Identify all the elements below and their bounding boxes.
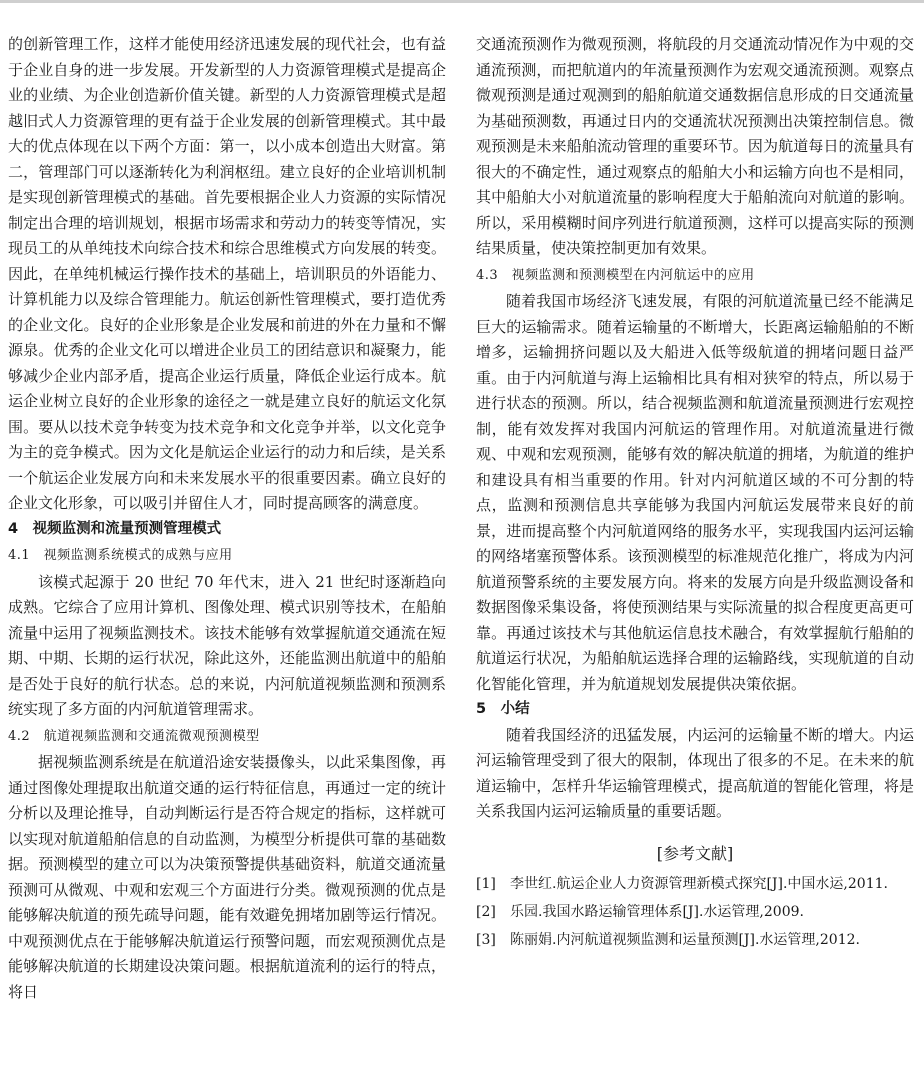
subsection-4-3-heading: 4.3 视频监测和预测模型在内河航运中的应用 (476, 267, 755, 283)
body-paragraph: 据视频监测系统是在航道沿途安装摄像头，以此采集图像，再通过图像处理提取出航道交通的运行特征信息，再通过一定的统计分析以及理论推导，自动判断运行是否符合规定的指标，这样就可以实现对航道船舶信息的自动监测，为模型分析提供可靠的基础数据。预测模型的建立可以为决策预警提供基础资料，航道交通流量预测可从微观、中观和宏观三个方面进行分类。微观预测的优点是能够解决航道的预先疏导问题，能有效避免拥堵加剧等运行情况。中观预测优点在于能够解决航道运行预警问题，而宏观预测优点是能够解决航道的长期建设决策问题。根据航道流利的运行的特点，将日 (8, 753, 446, 1001)
right-column (476, 32, 914, 956)
reference-item (476, 900, 914, 924)
reference-item (476, 928, 914, 952)
body-paragraph: 该模式起源于 20 世纪 70 年代末，进入 21 世纪时逐渐趋向成熟。它综合了应用计算机、图像处理、模式识别等技术，在船舶流量中运用了视频监测技术。该技术能够有效掌握航道交通流在短期、中期、长期的运行状况，除此这外，还能监测出航道中的船舶是否处于良好的航行状态。总的来说，内河航道视频监测和预测系统实现了多方面的内河航道管理需求。 (8, 572, 446, 718)
subsection-4-1-heading: 4.1 视频监测系统模式的成熟与应用 (8, 548, 233, 563)
body-paragraph: 交通流预测作为微观预测，将航段的月交通流动情况作为中观的交通流预测，而把航道内的年流量预测作为宏观交通流预测。观察点微观预测是通过观测到的船舶航道交通数据信息形成的日交通流量为基础预测数，再通过日内的交通流状况预测出决策控制信息。微观预测是未来船舶流动管理的重要环节。因为航道每日的流量具有很大的不确定性，通过观察点的船舶大小和运输方向也不是相同，其中船舶大小对航道流量的影响程度大于船舶流向对航道的影响。所以，采用模糊时间序列进行航道预测，这样可以提高实际的预测结果质量，使决策控制更加有效果。 (476, 35, 914, 257)
reference-text: 李世红.航运企业人力资源管理新模式探究[J].中国水运,2011. (510, 876, 888, 892)
reference-text: 乐园.我国水路运输管理体系[J].水运管理,2009. (510, 904, 804, 920)
reference-number: [1] (476, 876, 496, 892)
reference-number: [2] (476, 904, 496, 920)
section-5-heading: 5 小结 (476, 701, 530, 717)
references-heading: [参考文献] (656, 843, 734, 863)
reference-item (476, 872, 914, 896)
body-paragraph: 随着我国市场经济飞速发展，有限的河航道流量已经不能满足巨大的运输需求。随着运输量的不断增大，长距离运输船舶的不断增多，运输拥挤问题以及大船进入低等级航道的拥堵问题日益严重。由于内河航道与海上运输相比具有相对狭窄的特点，所以易于进行状态的预测。所以，结合视频监测和航道流量预测进行宏观控制，能有效发挥对我国内河航运的管理作用。对航道流量进行微观、中观和宏观预测，能够有效的解决航道的拥堵，为航道的维护和建设具有相当重要的作用。针对内河航道区域的不可分割的特点，监测和预测信息共享能够为我国内河航运发展带来良好的前景，进而提高整个内河航道网络的服务水平，实现我国内运河运输的网络堵塞预警体系。该预测模型的标准规范化推广，将成为内河航道预警系统的主要发展方向。将来的发展方向是升级监测设备和数据图像采集设备，将使预测结果与实际流量的拟合程度更高更可靠。再通过该技术与其他航运信息技术融合，有效掌握航行船舶的航道运行状况，为船舶航运选择合理的运输路线，实现航道的自动化智能化管理，并为航道规划发展提供决策依据。 (476, 292, 914, 693)
body-paragraph: 随着我国经济的迅猛发展，内运河的运输量不断的增大。内运河运输管理受到了很大的限制，体现出了很多的不足。在未来的航道运输中，怎样升华运输管理模式，提高航道的智能化管理，将是关系我国内运河运输质量的重要话题。 (476, 725, 914, 820)
left-column (8, 32, 446, 1005)
reference-text: 陈丽娟.内河航道视频监测和运量预测[J].水运管理,2012. (510, 932, 860, 948)
body-paragraph: 的创新管理工作，这样才能使用经济迅速发展的现代社会，也有益于企业自身的进一步发展。开发新型的人力资源管理模式是提高企业的业绩、为企业创造新价值关键。新型的人力资源管理模式是超越旧式人力资源管理的更有益于企业发展的创新管理模式。其中最大的优点体现在以下两个方面：第一，以小成本创造出大财富。第二，管理部门可以逐渐转化为利润枢纽。建立良好的企业培训机制是实现创新管理模式的基础。首先要根据企业人力资源的实际情况制定出合理的培训规划，根据市场需求和劳动力的转变等情况，实现员工的从单纯技术向综合技术和综合思维模式方向发展的转变。因此，在单纯机械运行操作技术的基础上，培训职员的外语能力、计算机能力以及综合管理能力。航运创新性管理模式，要打造优秀的企业文化。良好的企业形象是企业发展和前进的外在力量和不懈源泉。优秀的企业文化可以增进企业员工的团结意识和凝聚力，能够减少企业内部矛盾，提高企业运行质量，降低企业运行成本。航运企业树立良好的企业形象的途径之一就是建立良好的航运文化氛围。要从以技术竞争转变为技术竞争和文化竞争并举，以文化竞争为主的竞争模式。因为文化是航运企业运行的动力和后续，是关系一个航运企业发展方向和未来发展水平的很重要因素。确立良好的企业文化形象，可以吸引并留住人才，同时提高顾客的满意度。 (8, 35, 446, 512)
header-rule (0, 0, 924, 3)
references-list (476, 872, 914, 952)
section-4-heading: 4 视频监测和流量预测管理模式 (8, 520, 222, 537)
subsection-4-2-heading: 4.2 航道视频监测和交通流微观预测模型 (8, 728, 260, 744)
reference-number: [3] (476, 932, 496, 948)
